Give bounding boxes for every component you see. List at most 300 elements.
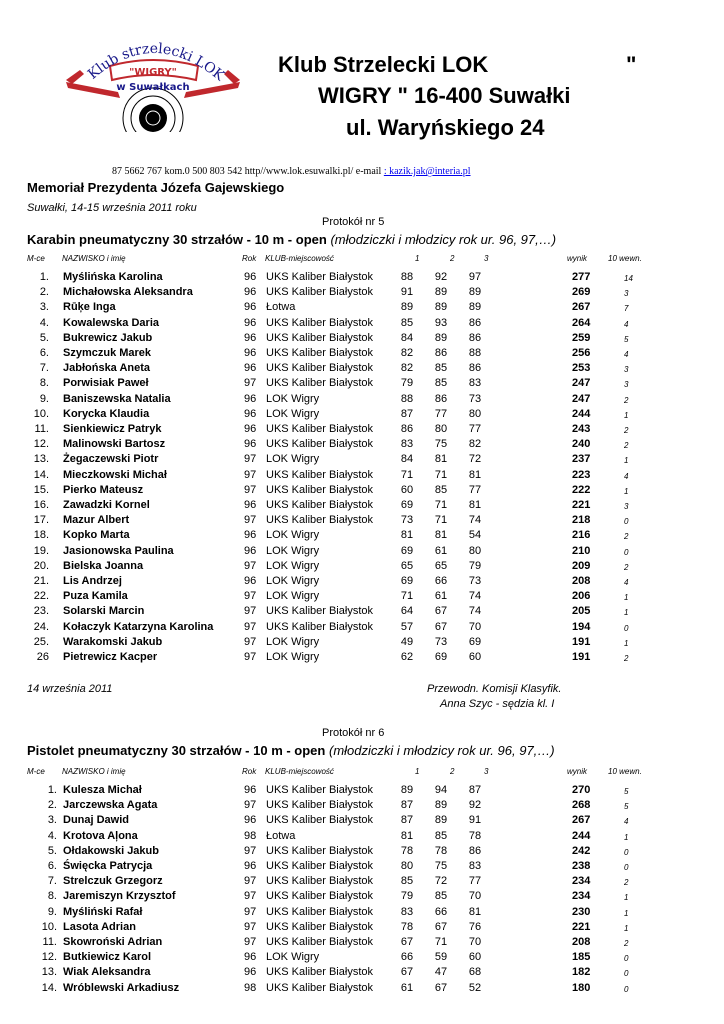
cell-s1: 87 <box>400 814 414 827</box>
cell-s3: 70 <box>468 936 482 948</box>
column-header-year: Rok <box>242 254 257 263</box>
cell-club: UKS Kaliber Białystok <box>266 331 373 344</box>
cell-club: UKS Kaliber Białystok <box>266 844 373 857</box>
cell-result: 244 <box>572 407 591 420</box>
cell-s3: 72 <box>468 453 482 466</box>
cell-s2: 81 <box>434 529 448 542</box>
cell-s3: 89 <box>468 301 482 314</box>
cell-inner: 4 <box>624 471 629 481</box>
cell-s2: 71 <box>434 514 448 527</box>
cell-s2: 61 <box>434 590 448 603</box>
cell-club: UKS Kaliber Białystok <box>266 483 373 496</box>
cell-s2: 89 <box>434 799 448 812</box>
cell-s3: 78 <box>468 829 482 842</box>
table-row <box>0 936 724 951</box>
cell-place: 12. <box>41 951 57 964</box>
cell-club: LOK Wigry <box>266 453 320 466</box>
cell-inner: 2 <box>624 426 629 435</box>
cell-s3: 68 <box>468 966 482 979</box>
column-header-result: wynik <box>567 767 588 776</box>
cell-s2: 77 <box>434 407 448 420</box>
header-title-line3: ul. Waryńskiego 24 <box>346 115 545 140</box>
table-row <box>0 423 724 438</box>
cell-name: Korycka Klaudia <box>63 407 150 420</box>
cell-s2: 89 <box>434 331 448 344</box>
cell-s1: 69 <box>400 499 414 511</box>
cell-inner: 0 <box>624 863 629 872</box>
cell-year: 98 <box>244 829 257 842</box>
table-row <box>0 575 724 590</box>
cell-inner: 5 <box>624 787 629 796</box>
cell-club: LOK Wigry <box>266 392 320 405</box>
cell-result: 221 <box>572 920 591 933</box>
cell-s2: 80 <box>434 423 448 435</box>
cell-place: 23. <box>33 605 49 618</box>
cell-s1: 89 <box>400 301 414 314</box>
cell-s3: 80 <box>468 407 482 420</box>
cell-s2: 85 <box>434 890 448 903</box>
cell-result: 222 <box>572 483 591 496</box>
cell-name: Puza Kamila <box>63 590 128 603</box>
cell-name: Jabłońska Aneta <box>63 362 151 375</box>
cell-s2: 67 <box>434 981 448 994</box>
cell-result: 180 <box>572 981 591 994</box>
cell-inner: 1 <box>624 832 629 842</box>
cell-s2: 92 <box>434 271 448 283</box>
cell-inner: 7 <box>624 304 629 314</box>
cell-result: 256 <box>572 347 591 359</box>
cell-club: UKS Kaliber Białystok <box>266 347 373 359</box>
cell-year: 97 <box>244 905 257 918</box>
cell-inner: 1 <box>624 923 629 933</box>
cell-club: LOK Wigry <box>266 544 320 557</box>
cell-year: 96 <box>244 529 257 542</box>
cell-name: Myślińska Karolina <box>63 271 163 283</box>
cell-inner: 0 <box>624 847 629 857</box>
cell-inner: 1 <box>624 638 629 648</box>
table-row <box>0 362 724 377</box>
cell-s2: 86 <box>434 392 448 405</box>
footer-judge: Anna Szyc - sędzia kl. I <box>440 698 555 710</box>
cell-s3: 70 <box>468 890 482 903</box>
cell-inner: 3 <box>624 502 629 511</box>
cell-name: Jarczewska Agata <box>63 799 158 812</box>
table-row <box>0 408 724 423</box>
cell-place: 5. <box>47 844 57 857</box>
cell-s1: 85 <box>400 875 414 888</box>
cell-result: 208 <box>572 575 591 587</box>
cell-inner: 2 <box>624 878 629 888</box>
cell-s3: 52 <box>468 981 482 994</box>
cell-name: Bukrewicz Jakub <box>63 331 153 344</box>
cell-s2: 67 <box>434 605 448 618</box>
cell-s2: 78 <box>434 844 448 857</box>
cell-result: 264 <box>572 316 591 329</box>
column-header-year: Rok <box>242 767 257 776</box>
cell-s3: 97 <box>468 271 482 283</box>
cell-inner: 3 <box>624 380 629 390</box>
column-header-s2: 2 <box>450 254 455 263</box>
cell-s1: 88 <box>400 271 414 283</box>
cell-s1: 69 <box>400 575 414 587</box>
table-row <box>0 271 724 286</box>
cell-year: 96 <box>244 271 257 283</box>
cell-place: 8. <box>47 890 57 903</box>
table-row <box>0 982 724 997</box>
cell-club: UKS Kaliber Białystok <box>266 860 373 872</box>
table-row <box>0 845 724 860</box>
protocol5-label: Protokół nr 5 <box>322 216 385 228</box>
cell-inner: 4 <box>624 817 629 827</box>
cell-result: 194 <box>572 620 591 633</box>
protocol5-subtitle: (młodziczki i młodzicy rok ur. 96, 97,…) <box>330 232 557 247</box>
cell-s1: 81 <box>400 529 414 542</box>
cell-result: 270 <box>572 784 591 796</box>
cell-year: 98 <box>244 981 257 994</box>
cell-s3: 76 <box>468 920 482 933</box>
cell-year: 97 <box>244 920 257 933</box>
cell-inner: 3 <box>624 289 629 299</box>
cell-club: UKS Kaliber Białystok <box>266 814 373 827</box>
cell-result: 208 <box>572 936 591 948</box>
protocol5-column-header <box>0 254 724 266</box>
cell-name: Rūķe Inga <box>63 301 116 314</box>
cell-s3: 86 <box>468 362 482 375</box>
cell-s3: 77 <box>468 423 482 435</box>
table-row <box>0 438 724 453</box>
column-header-result: wynik <box>567 254 588 263</box>
cell-place: 7. <box>39 362 49 375</box>
cell-year: 97 <box>244 635 257 648</box>
header-title-line2: WIGRY " 16-400 Suwałki <box>318 83 571 108</box>
cell-result: 238 <box>572 860 591 872</box>
logo-sub-text: w Suwałkach <box>116 82 190 93</box>
cell-club: UKS Kaliber Białystok <box>266 890 373 903</box>
cell-result: 218 <box>572 514 591 527</box>
cell-place: 14. <box>41 981 57 994</box>
cell-place: 17. <box>33 514 49 527</box>
cell-result: 210 <box>572 544 591 557</box>
cell-club: UKS Kaliber Białystok <box>266 799 373 812</box>
cell-year: 96 <box>244 392 257 405</box>
cell-inner: 3 <box>624 365 629 375</box>
column-header-name: NAZWISKO i imię <box>62 767 126 776</box>
cell-inner: 1 <box>624 410 629 420</box>
cell-s3: 86 <box>468 331 482 344</box>
cell-name: Pierko Mateusz <box>63 483 144 496</box>
header-title-line1: Klub Strzelecki LOK <box>278 52 489 77</box>
cell-club: UKS Kaliber Białystok <box>266 981 373 994</box>
table-row <box>0 951 724 966</box>
cell-s1: 64 <box>400 605 414 618</box>
cell-inner: 2 <box>624 562 629 572</box>
cell-inner: 2 <box>624 441 629 451</box>
cell-result: 223 <box>572 468 591 481</box>
cell-name: Michałowska Aleksandra <box>63 286 193 299</box>
column-header-inner: 10 wewn. <box>608 767 642 776</box>
cell-inner: 0 <box>624 969 629 979</box>
cell-s1: 78 <box>400 844 414 857</box>
protocol6-subtitle: (młodziczki i młodzicy rok ur. 96, 97,…) <box>328 743 555 758</box>
target-icon <box>123 88 183 132</box>
cell-year: 96 <box>244 966 257 979</box>
cell-s2: 81 <box>434 453 448 466</box>
cell-year: 96 <box>244 860 257 872</box>
cell-place: 3. <box>39 301 49 314</box>
contact-email-link[interactable]: : kazik.jak@interia.pl <box>383 166 471 177</box>
cell-year: 96 <box>244 423 257 435</box>
cell-club: UKS Kaliber Białystok <box>266 966 373 979</box>
cell-s2: 47 <box>434 966 448 979</box>
table-row <box>0 830 724 845</box>
cell-s1: 87 <box>400 407 414 420</box>
column-header-s1: 1 <box>415 767 420 776</box>
cell-s1: 80 <box>400 860 414 872</box>
cell-place: 9. <box>47 905 57 918</box>
table-row <box>0 860 724 875</box>
cell-s3: 79 <box>468 559 482 572</box>
cell-place: 20. <box>33 559 49 572</box>
protocol5-title-text: Karabin pneumatyczny 30 strzałów - 10 m - open <box>27 232 327 247</box>
protocol6-title <box>27 743 555 758</box>
cell-result: 206 <box>572 590 591 603</box>
cell-year: 96 <box>244 499 257 511</box>
cell-club: UKS Kaliber Białystok <box>266 286 373 299</box>
cell-place: 6. <box>47 860 57 872</box>
cell-name: Kołaczyk Katarzyna Karolina <box>63 620 214 633</box>
cell-name: Zawadzki Kornel <box>63 499 150 511</box>
cell-club: UKS Kaliber Białystok <box>266 362 373 375</box>
cell-s1: 65 <box>400 559 414 572</box>
cell-name: Jasionowska Paulina <box>63 544 174 557</box>
cell-result: 234 <box>572 875 591 888</box>
cell-s1: 62 <box>400 651 414 663</box>
cell-place: 2. <box>39 286 49 299</box>
cell-s2: 85 <box>434 829 448 842</box>
cell-s3: 82 <box>468 438 482 451</box>
cell-club: UKS Kaliber Białystok <box>266 514 373 527</box>
cell-s2: 94 <box>434 784 448 796</box>
cell-year: 97 <box>244 605 257 618</box>
cell-s1: 67 <box>400 936 414 948</box>
cell-s1: 87 <box>400 799 414 812</box>
cell-club: LOK Wigry <box>266 559 320 572</box>
cell-name: Pietrewicz Kacper <box>63 651 158 663</box>
cell-s2: 72 <box>434 875 448 888</box>
cell-name: Baniszewska Natalia <box>63 392 171 405</box>
table-row <box>0 393 724 408</box>
cell-club: UKS Kaliber Białystok <box>266 905 373 918</box>
cell-club: UKS Kaliber Białystok <box>266 438 373 451</box>
cell-name: Szymczuk Marek <box>63 347 152 359</box>
table-row <box>0 545 724 560</box>
cell-name: Wróblewski Arkadiusz <box>63 981 180 994</box>
cell-inner: 4 <box>624 319 629 329</box>
cell-name: Kowalewska Daria <box>63 316 159 329</box>
cell-club: LOK Wigry <box>266 529 320 542</box>
cell-s3: 60 <box>468 651 482 663</box>
cell-year: 97 <box>244 890 257 903</box>
cell-year: 97 <box>244 620 257 633</box>
cell-name: Solarski Marcin <box>63 605 145 618</box>
cell-inner: 4 <box>624 578 629 587</box>
table-row <box>0 921 724 936</box>
cell-s3: 91 <box>468 814 482 827</box>
club-logo <box>58 40 243 132</box>
cell-year: 96 <box>244 286 257 299</box>
cell-name: Sienkiewicz Patryk <box>63 423 162 435</box>
footer-commission: Przewodn. Komisji Klasyfik. <box>427 683 562 695</box>
cell-club: Łotwa <box>266 829 296 842</box>
cell-year: 97 <box>244 559 257 572</box>
cell-result: 185 <box>572 951 591 964</box>
cell-inner: 1 <box>624 486 629 496</box>
cell-s2: 85 <box>434 377 448 390</box>
cell-inner: 0 <box>624 984 629 994</box>
cell-s1: 81 <box>400 829 414 842</box>
cell-result: 221 <box>572 499 591 511</box>
cell-club: UKS Kaliber Białystok <box>266 875 373 888</box>
cell-place: 19. <box>33 544 49 557</box>
cell-s3: 73 <box>468 575 482 587</box>
cell-year: 97 <box>244 799 257 812</box>
cell-inner: 2 <box>624 939 629 948</box>
column-header-s3: 3 <box>484 767 489 776</box>
cell-year: 96 <box>244 407 257 420</box>
cell-result: 240 <box>572 438 591 451</box>
cell-year: 96 <box>244 362 257 375</box>
cell-inner: 1 <box>624 608 629 618</box>
protocol6-column-header <box>0 767 724 779</box>
cell-result: 191 <box>572 635 591 648</box>
cell-result: 234 <box>572 890 591 903</box>
cell-club: LOK Wigry <box>266 407 320 420</box>
cell-s3: 86 <box>468 316 482 329</box>
cell-place: 5. <box>39 331 49 344</box>
cell-club: LOK Wigry <box>266 951 320 964</box>
cell-result: 267 <box>572 301 591 314</box>
table-row <box>0 377 724 392</box>
cell-result: 230 <box>572 905 591 918</box>
cell-name: Lasota Adrian <box>63 920 136 933</box>
cell-club: UKS Kaliber Białystok <box>266 920 373 933</box>
cell-year: 96 <box>244 438 257 451</box>
cell-s2: 86 <box>434 347 448 359</box>
cell-inner: 14 <box>624 274 633 283</box>
cell-place: 22. <box>33 590 49 603</box>
table-row <box>0 499 724 514</box>
cell-name: Myśliński Rafał <box>63 905 143 918</box>
cell-name: Jaremiszyn Krzysztof <box>63 890 176 903</box>
table-row <box>0 590 724 605</box>
cell-place: 9. <box>39 392 49 405</box>
cell-inner: 2 <box>624 532 629 542</box>
cell-s3: 81 <box>468 468 482 481</box>
cell-year: 97 <box>244 514 257 527</box>
cell-year: 96 <box>244 784 257 796</box>
cell-s1: 57 <box>400 620 414 633</box>
cell-place: 1. <box>47 784 57 796</box>
logo-arc-text: Klub strzelecki LOK <box>84 40 228 85</box>
table-row <box>0 347 724 362</box>
cell-result: 244 <box>572 829 591 842</box>
cell-name: Kulesza Michał <box>63 784 142 796</box>
table-row <box>0 286 724 301</box>
cell-s1: 69 <box>400 544 414 557</box>
cell-s3: 89 <box>468 286 482 299</box>
cell-name: Strelczuk Grzegorz <box>63 875 163 888</box>
cell-place: 13. <box>41 966 57 979</box>
cell-result: 247 <box>572 392 591 405</box>
cell-inner: 5 <box>624 334 629 344</box>
cell-s1: 67 <box>400 966 414 979</box>
cell-name: Mieczkowski Michał <box>63 468 167 481</box>
cell-inner: 0 <box>624 623 629 633</box>
cell-result: 267 <box>572 814 591 827</box>
cell-s3: 77 <box>468 875 482 888</box>
cell-year: 97 <box>244 483 257 496</box>
cell-club: UKS Kaliber Białystok <box>266 468 373 481</box>
column-header-name: NAZWISKO i imię <box>62 254 126 263</box>
cell-result: 247 <box>572 377 591 390</box>
cell-place: 1. <box>39 271 49 283</box>
cell-club: UKS Kaliber Białystok <box>266 423 373 435</box>
header-title-quote: " <box>626 52 637 77</box>
table-row <box>0 651 724 666</box>
cell-name: Mazur Albert <box>63 514 130 527</box>
cell-s1: 89 <box>400 784 414 796</box>
cell-s1: 79 <box>400 377 414 390</box>
cell-result: 243 <box>572 423 591 435</box>
cell-year: 97 <box>244 453 257 466</box>
cell-year: 96 <box>244 331 257 344</box>
cell-s1: 79 <box>400 890 414 903</box>
cell-s1: 83 <box>400 905 414 918</box>
cell-s2: 85 <box>434 483 448 496</box>
cell-s2: 75 <box>434 438 448 451</box>
table-row <box>0 453 724 468</box>
cell-name: Wiak Aleksandra <box>63 966 151 979</box>
cell-result: 205 <box>572 605 591 618</box>
table-row <box>0 906 724 921</box>
cell-year: 96 <box>244 951 257 964</box>
cell-name: Dunaj Dawid <box>63 814 130 827</box>
cell-result: 216 <box>572 529 591 542</box>
cell-place: 11. <box>34 423 49 435</box>
cell-name: Warakomski Jakub <box>63 635 163 648</box>
table-row <box>0 636 724 651</box>
cell-s1: 84 <box>400 453 414 466</box>
cell-s3: 77 <box>468 483 482 496</box>
cell-s3: 86 <box>468 844 482 857</box>
column-header-club: KLUB-miejscowość <box>265 767 334 776</box>
cell-s1: 66 <box>400 951 414 964</box>
column-header-s3: 3 <box>484 254 489 263</box>
cell-place: 3. <box>47 814 57 827</box>
cell-result: 259 <box>572 331 591 344</box>
cell-place: 14. <box>33 468 49 481</box>
cell-inner: 4 <box>624 350 629 359</box>
cell-inner: 2 <box>624 654 629 663</box>
cell-inner: 1 <box>624 893 629 903</box>
cell-s2: 89 <box>434 814 448 827</box>
cell-inner: 5 <box>624 802 629 812</box>
cell-place: 26 <box>36 651 49 663</box>
cell-s2: 89 <box>434 286 448 299</box>
cell-s2: 66 <box>434 575 448 587</box>
table-row <box>0 814 724 829</box>
cell-s2: 73 <box>434 635 448 648</box>
